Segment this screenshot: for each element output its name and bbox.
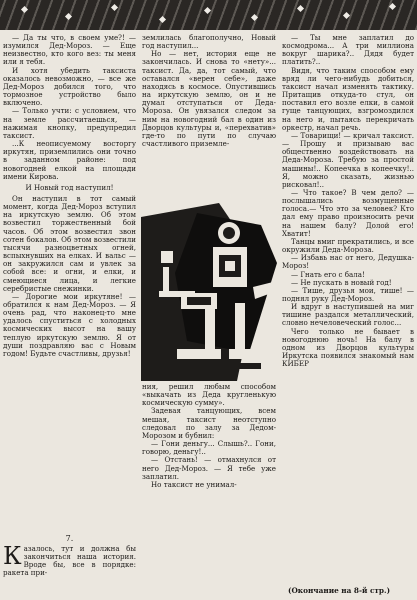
paragraph: И хотя убедить таксиста оказалось невозможно, — все же Дед-Мороз добился того, что тормозное устройство было включено. bbox=[3, 65, 136, 108]
paragraph: — Отстань! — отмахнулся от него Дед-Мороз. — Я тебе уже заплатил. bbox=[142, 455, 276, 481]
decorative-header-band bbox=[0, 0, 417, 30]
paragraph-highlight: И Новый год наступил! bbox=[25, 182, 114, 192]
paragraph: Чего только не бывает в новогоднюю ночь! На балу в одном из Дворцов культуры Иркутска появился знакомый нам КИБЕР bbox=[282, 326, 414, 369]
paragraph: — Только учти: с условием, что на земле рассчитаешься, — нажимая кнопку, предупредил таксист. bbox=[3, 106, 136, 140]
paragraph: Видя, что таким способом ему вряд ли чего-нибудь добиться, таксист начал изменять тактику. Притащив откуда-то стул, он поставил его возле елки, в самой гуще танцующих, взгромоздился на него и, пытаясь перекричать оркестр, начал речь. bbox=[282, 65, 414, 132]
paragraph: — Да ты что, в своем уме?! — изумился Дед-Мороз. — Еще неизвестно, кто кого вез: ты меня или я тебя. bbox=[3, 33, 136, 67]
drop-cap: К bbox=[3, 542, 22, 570]
paragraph: — Тише, друзья мои, тише! — поднял руку Дед-Мороз. bbox=[282, 285, 414, 303]
paragraph: — Гони деньгу... Слышь?.. Гони, говорю, деньгу!.. bbox=[142, 439, 276, 457]
paragraph: — Ты мне заплатил до космодрома... А три миллиона вокруг шарика?.. Дядя будет платить?.. bbox=[282, 33, 414, 67]
paragraph: землилась благополучно, Новый год наступил... bbox=[142, 33, 276, 51]
paragraph: И вдруг в наступившей на миг тишине раздался металлический, словно нечеловеческий голос... bbox=[282, 302, 414, 328]
chapter-text bbox=[3, 542, 136, 578]
paragraph: — Избавь нас от него, Дедушка-Мороз! bbox=[282, 253, 414, 271]
paragraph: — Гнать его с бала! bbox=[291, 269, 365, 279]
middle-lower-text bbox=[142, 383, 276, 489]
paragraph: Но — нет, история еще не закончилась. И снова то «нету»... таксист. Да, да, тот самый, что оставался «верен себе», даже находясь в космосе. Опустившись на иркутскую землю, он и не думал отступаться от Деда-Мороза. Он увязался следом за ним на новогодний бал в один из Дворцов культуры и, «перехватив» где-то по пути по случаю счастливого приземле- bbox=[142, 49, 276, 149]
paragraph: Задевая танцующих, всем мешая, таксист неотступно следовал по залу за Дедом-Морозом и бубнил: bbox=[142, 406, 276, 440]
paragraph: — Дорогие мои иркутяне! — обратился к нам Дед-Мороз. — Я очень рад, что наконец-то мне удалось спуститься с холодных космических высот на вашу теплую иркутскую землю. Я от души поздравляю вас с Новым годом! Будьте счастливы, друзья! bbox=[3, 291, 136, 358]
left-text-column bbox=[3, 34, 136, 358]
paragraph: ...К неописуемому восторгу иркутян, приземлились они точно в заданном районе: под новогодней елкой на площади имени Кирова. bbox=[3, 139, 136, 181]
chapter-opening: азалось, тут и должна бы закончиться наша история. Вроде бы, все в порядке: ракета при- bbox=[3, 544, 136, 578]
illustration-robot-at-microphone bbox=[141, 203, 277, 381]
paragraph: Он наступил в тот самый момент, когда Дед-Мороз вступил на иркутскую землю. Об этом возвестил торжественный бой часов. Об этом возвестил звон сотен бокалов. Об этом возвестили тысячи разноцветных огней, вспыхнувших на елках. И вальс — он закружился сам и увлек за собой все: и огни, и елки, и смеющиеся лица, и легкие серебристые снежинки. bbox=[3, 193, 136, 293]
continuation-note: (Окончание на 8-й стр.) bbox=[288, 586, 391, 595]
paragraph: — Что такое? В чем дело? — послышались возмущенные голоса.— Что это за человек? Кто дал ему право произносить речи на нашем балу? Долой его! Хватит! bbox=[282, 187, 414, 238]
paragraph: ния, решил любым способом «выкачать из Деда кругленькую космическую сумму». bbox=[142, 382, 276, 408]
paragraph: — Не пускать в новый год! bbox=[291, 277, 392, 287]
right-text-column bbox=[282, 34, 414, 368]
paragraph: — Товарищи! — кричал таксист. — Прошу и призываю вас общественно воздействовать на Деда-Мороза. Требую за простой машины!.. Копеечка в копеечку!.. Я, можно сказать, жизнью рисковал!.. bbox=[282, 130, 414, 189]
middle-text-column bbox=[142, 34, 276, 148]
paragraph: Но таксист не унимал- bbox=[151, 479, 237, 489]
chapter-number: 7. bbox=[65, 534, 74, 543]
paragraph: Танцы вмиг прекратились, и все окружили Деда-Мороза. bbox=[282, 236, 414, 255]
